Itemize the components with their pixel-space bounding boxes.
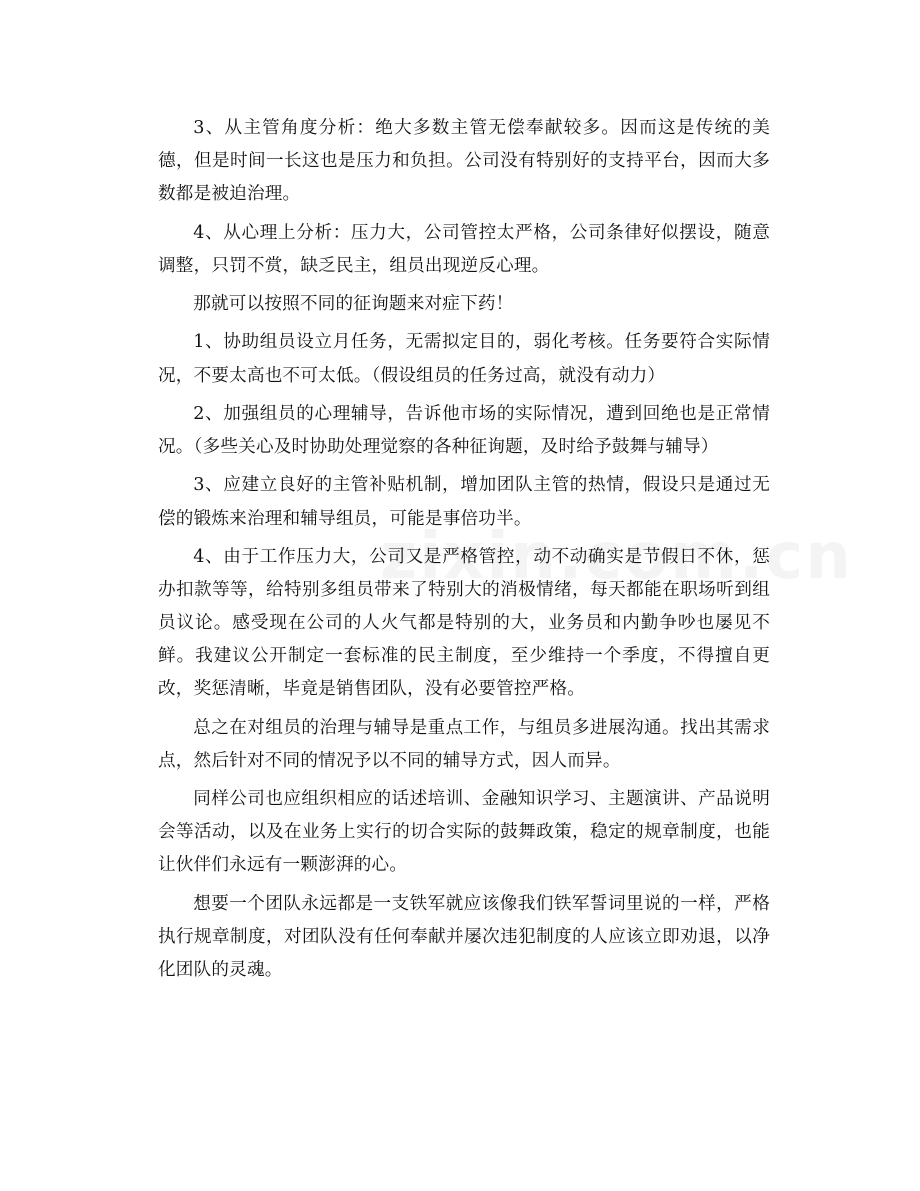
paragraph-measure-2: 2、加强组员的心理辅导，告诉他市场的实际情况，遭到回绝也是正常情况。（多些关心及时协助处理觉察的各种征询题，及时给予鼓舞与辅导） [158, 403, 770, 458]
paragraph-measure-3: 3、应建立良好的主管补贴机制，增加团队主管的热情，假设只是通过无偿的锻炼来治理和辅导组员，可能是事倍功半。 [158, 475, 770, 529]
paragraph-measure-4: 4、由于工作压力大，公司又是严格管控，动不动确实是节假日不休，惩办扣款等等，给特别多组员带来了特别大的消极情绪，每天都能在职场听到组员议论。感受现在公司的人火气都是特别的大，业务员和内勤争吵也屡见不鲜。我建议公开制定一套标准的民主制度，至少维持一个季度，不得擅自更改，奖惩清晰，毕竟是销售团队，没有必要管控严格。 [158, 546, 770, 700]
paragraph-measure-1: 1、协助组员设立月任务，无需拟定目的，弱化考核。任务要符合实际情况，不要太高也不可太低。（假设组员的任务过高，就没有动力） [158, 332, 770, 386]
paragraph-summary: 总之在对组员的治理与辅导是重点工作，与组员多进展沟通。找出其需求点，然后针对不同的情况予以不同的辅导方式，因人而异。 [158, 717, 770, 771]
paragraph-supervisor-analysis: 3、从主管角度分析：绝大多数主管无偿奉献较多。因而这是传统的美德，但是时间一长这也是压力和负担。公司没有特别好的支持平台，因而大多数都是被迫治理。 [158, 118, 770, 205]
document-body [158, 112, 770, 992]
paragraph-training: 同样公司也应组织相应的话述培训、金融知识学习、主题演讲、产品说明会等活动，以及在业务上实行的切合实际的鼓舞政策，稳定的规章制度，也能让伙伴们永远有一颗澎湃的心。 [158, 789, 770, 876]
paragraph-psychology-analysis: 4、从心理上分析：压力大，公司管控太严格，公司条律好似摆设，随意调整，只罚不赏，缺乏民主，组员出现逆反心理。 [158, 222, 770, 276]
paragraph-conclusion: 想要一个团队永远都是一支铁军就应该像我们铁军誓词里说的一样，严格执行规章制度，对团队没有任何奉献并屡次违犯制度的人应该立即劝退，以净化团队的灵魂。 [158, 893, 770, 980]
paragraph-transition: 那就可以按照不同的征询题来对症下药！ [193, 294, 514, 315]
